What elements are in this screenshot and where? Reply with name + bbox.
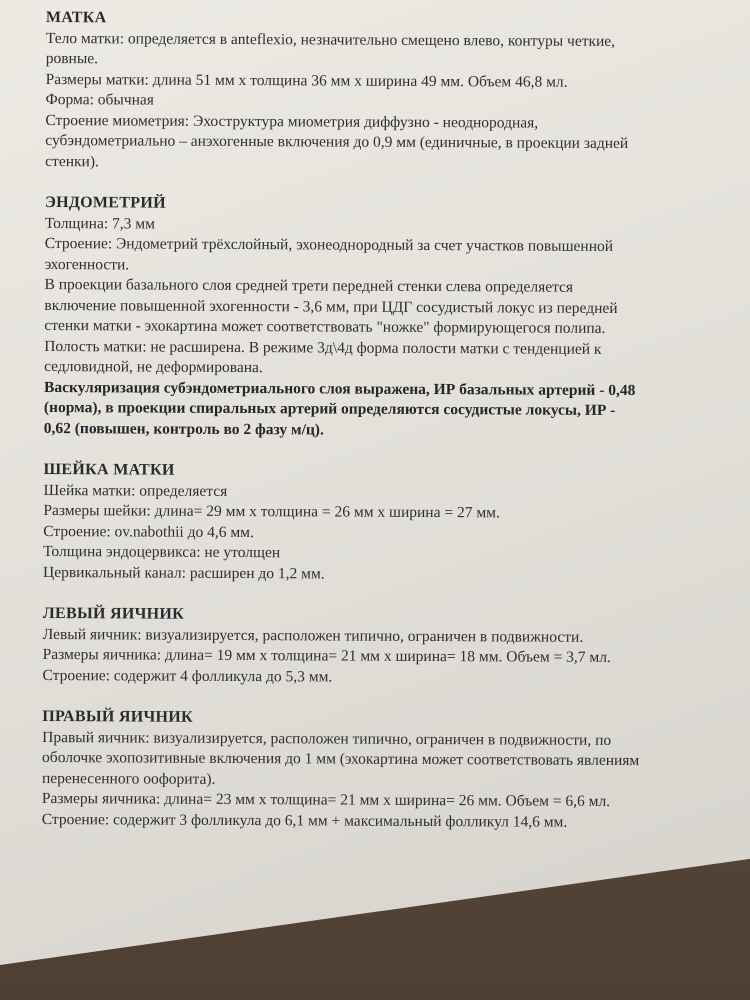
report-line: Правый яичник: визуализируется, расположен типично, ограничен в подвижности, по	[42, 728, 612, 749]
report-line: Толщина: 7,3 мм	[44, 214, 155, 233]
report-line: стенки матки - эхокартина может соответствовать "ножке" формирующегося полипа.	[44, 316, 606, 337]
report-line: Цервикальный канал: расширен до 1,2 мм.	[43, 563, 325, 582]
report-line: Размеры яичника: длина= 19 мм х толщина= 21 мм х ширина= 18 мм. Объем = 3,7 мл.	[42, 645, 611, 666]
report-line: стенки).	[45, 152, 99, 170]
report-line: Размеры яичника: длина= 23 мм х толщина= 21 мм х ширина= 26 мм. Объем = 6,6 мл.	[41, 789, 611, 810]
section-right-ovary	[42, 707, 743, 834]
report-line: Форма: обычная	[45, 90, 155, 109]
report-line: ровные.	[45, 49, 99, 68]
section-endometrium	[44, 193, 745, 443]
report-line: Тело матки: определяется в anteflexio, незначительно смещено влево, контуры четкие,	[45, 29, 616, 50]
report-line: Размеры матки: длина 51 мм х толщина 36 мм х ширина 49 мм. Объем 46,8 мл.	[45, 70, 568, 91]
report-line: эхогенности.	[44, 255, 130, 273]
section-heading: ПРАВЫЙ ЯИЧНИК	[42, 707, 194, 726]
report-line: Шейка матки: определяется	[43, 481, 228, 500]
report-line: Левый яичник: визуализируется, расположен типично, ограничен в подвижности.	[42, 625, 584, 646]
report-line: Строение: содержит 3 фолликула до 6,1 мм + максимальный фолликул 14,6 мм.	[41, 810, 568, 831]
section-heading: МАТКА	[45, 8, 107, 27]
report-line: В проекции базального слоя средней трети передней стенки слева определяется	[44, 275, 574, 296]
report-line: (норма), в проекции спиральных артерий определяются сосудистые локусы, ИР -	[43, 398, 616, 419]
report-line: 0,62 (повышен, контроль во 2 фазу м/ц).	[43, 419, 324, 438]
section-left-ovary	[42, 604, 742, 690]
section-heading: ЭНДОМЕТРИЙ	[44, 193, 166, 212]
report-line: оболочке эхопозитивные включения до 1 мм (эхокартина может соответствовать явлениям	[42, 748, 640, 770]
report-line: Васкуляризация субэндометриального слоя выражена, ИР базальных артерий - 0,48	[43, 378, 636, 399]
report-line: включение повышенной эхогенности - 3,6 мм, при ЦДГ сосудистый локус из передней	[44, 296, 618, 317]
report-line: Полость матки: не расширена. В режиме 3д\4д форма полости матки с тенденцией к	[44, 337, 602, 358]
report-line: Размеры шейки: длина= 29 мм х толщина = 26 мм х ширина = 27 мм.	[43, 501, 500, 522]
section-cervix	[43, 460, 744, 587]
report-line: Строение: Эндометрий трёхслойный, эхонеоднородный за счет участков повышенной	[44, 234, 614, 255]
section-uterus	[45, 8, 746, 176]
ultrasound-report	[42, 8, 746, 855]
report-line: седловидной, не деформирована.	[44, 357, 263, 377]
report-line: субэндометриально – анэхогенные включения до 0,9 мм (единичные, в проекции задней	[45, 131, 629, 153]
section-heading: ЛЕВЫЙ ЯИЧНИК	[42, 604, 185, 623]
section-heading: ШЕЙКА МАТКИ	[43, 460, 175, 479]
report-line: Строение: содержит 4 фолликула до 5,3 мм.	[42, 666, 333, 686]
report-line: Толщина эндоцервикса: не утолщен	[43, 542, 281, 562]
report-line: Строение: ov.nabothii до 4,6 мм.	[43, 522, 254, 541]
report-line: перенесенного оофорита).	[41, 769, 216, 788]
report-line: Строение миометрия: Эхоструктура миометрия диффузно - неоднородная,	[45, 111, 539, 132]
